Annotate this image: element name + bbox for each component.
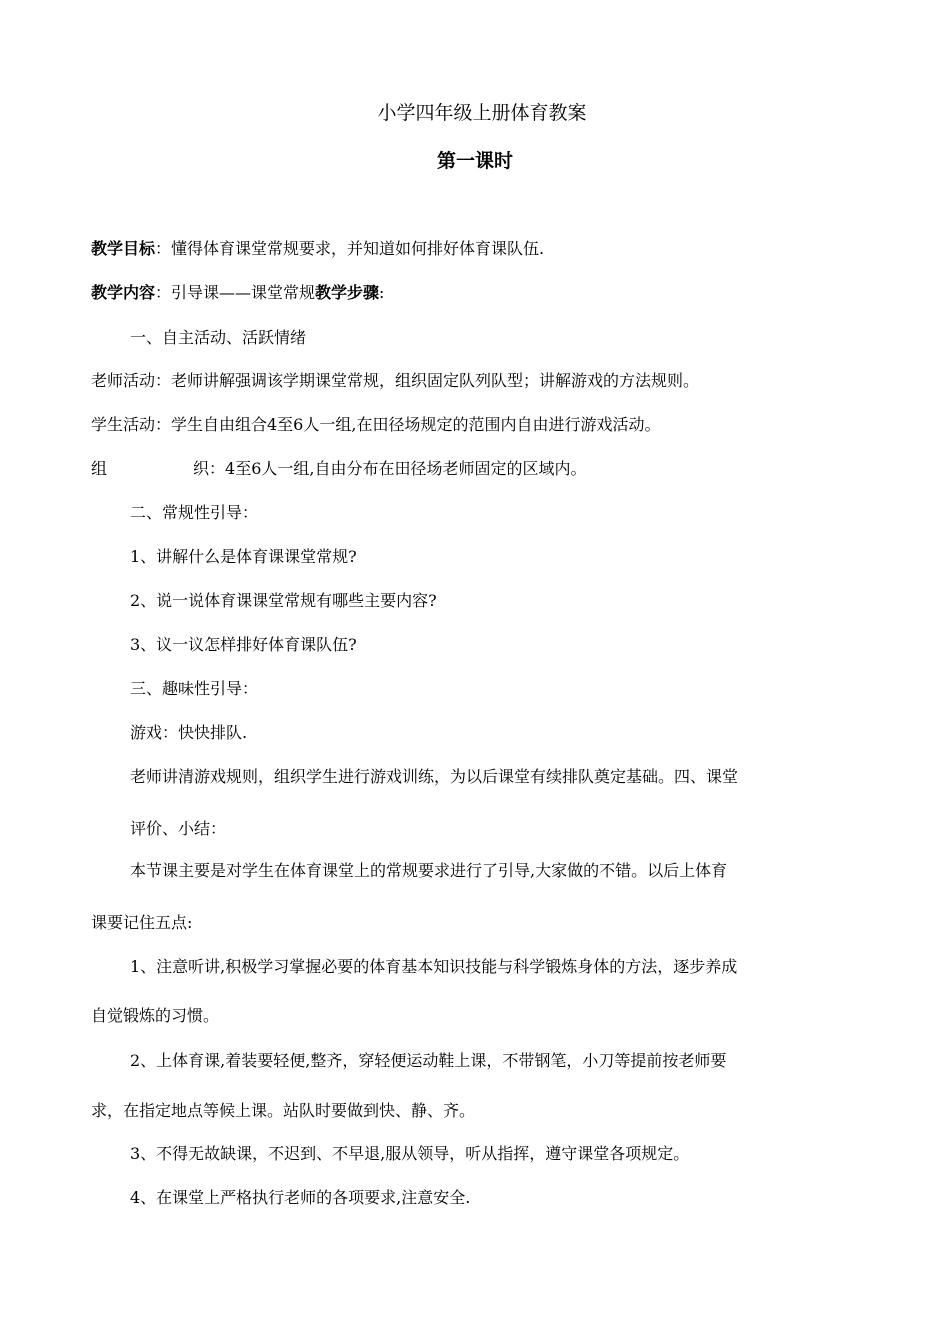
question-3: 3、议一议怎样排好体育课队伍? [130,635,357,654]
teaching-content-text: ：引导课——课堂常规 [155,283,316,302]
teaching-goal-label: 教学目标 [91,239,156,258]
teaching-content [91,282,384,304]
document-title: 小学四年级上册体育教案 [377,102,587,124]
rule-3: 3、不得无故缺课，不迟到、不早退,服从领导，听从指挥，遵守课堂各项规定。 [130,1144,690,1163]
organization-label: 组 [91,459,108,478]
organization [91,458,586,480]
teaching-content-label: 教学内容 [91,283,156,302]
teaching-steps-tail: : [379,283,385,302]
rule-2-line-2: 求，在指定地点等候上课。站队时要做到快、静、齐。 [91,1101,476,1120]
lesson-subtitle: 第一课时 [436,150,513,172]
section-heading-3: 三、趣味性引导： [130,679,259,698]
game-description-line-1: 老师讲清游戏规则，组织学生进行游戏训练，为以后课堂有续排队奠定基础。四、课堂 [130,767,739,786]
rule-1-line-2: 自觉锻炼的习惯。 [91,1006,220,1025]
teacher-activity: 老师活动：老师讲解强调该学期课堂常规，组织固定队列队型；讲解游戏的方法规则。 [91,371,700,390]
section-heading-1: 一、自主活动、活跃情绪 [130,328,307,347]
game-name: 游戏：快快排队. [130,723,248,742]
summary-line-2: 课要记住五点: [91,913,193,932]
section-heading-2: 二、常规性引导： [130,503,259,522]
rule-1-line-1: 1、注意听讲,积极学习掌握必要的体育基本知识技能与科学锻炼身体的方法，逐步养成 [130,957,738,976]
teaching-goal [91,238,544,260]
student-activity: 学生活动：学生自由组合4至6人一组,在田径场规定的范围内自由进行游戏活动。 [91,415,661,434]
teaching-goal-text: ：懂得体育课堂常规要求，并知道如何排好体育课队伍. [155,239,545,258]
organization-text: 织：4至6人一组,自由分布在田径场老师固定的区域内。 [193,459,587,478]
teaching-steps-label: 教学步骤 [315,283,380,302]
summary-line-1: 本节课主要是对学生在体育课堂上的常规要求进行了引导,大家做的不错。以后上体育 [130,861,728,880]
rule-4: 4、在课堂上严格执行老师的各项要求,注意安全. [130,1188,471,1207]
game-description-line-2: 评价、小结： [130,819,227,838]
question-1: 1、讲解什么是体育课课堂常规? [130,547,357,566]
rule-2-line-1: 2、上体育课,着装要轻便,整齐，穿轻便运动鞋上课，不带钢笔，小刀等提前按老师要 [130,1051,727,1070]
question-2: 2、说一说体育课课堂常规有哪些主要内容? [130,591,437,610]
